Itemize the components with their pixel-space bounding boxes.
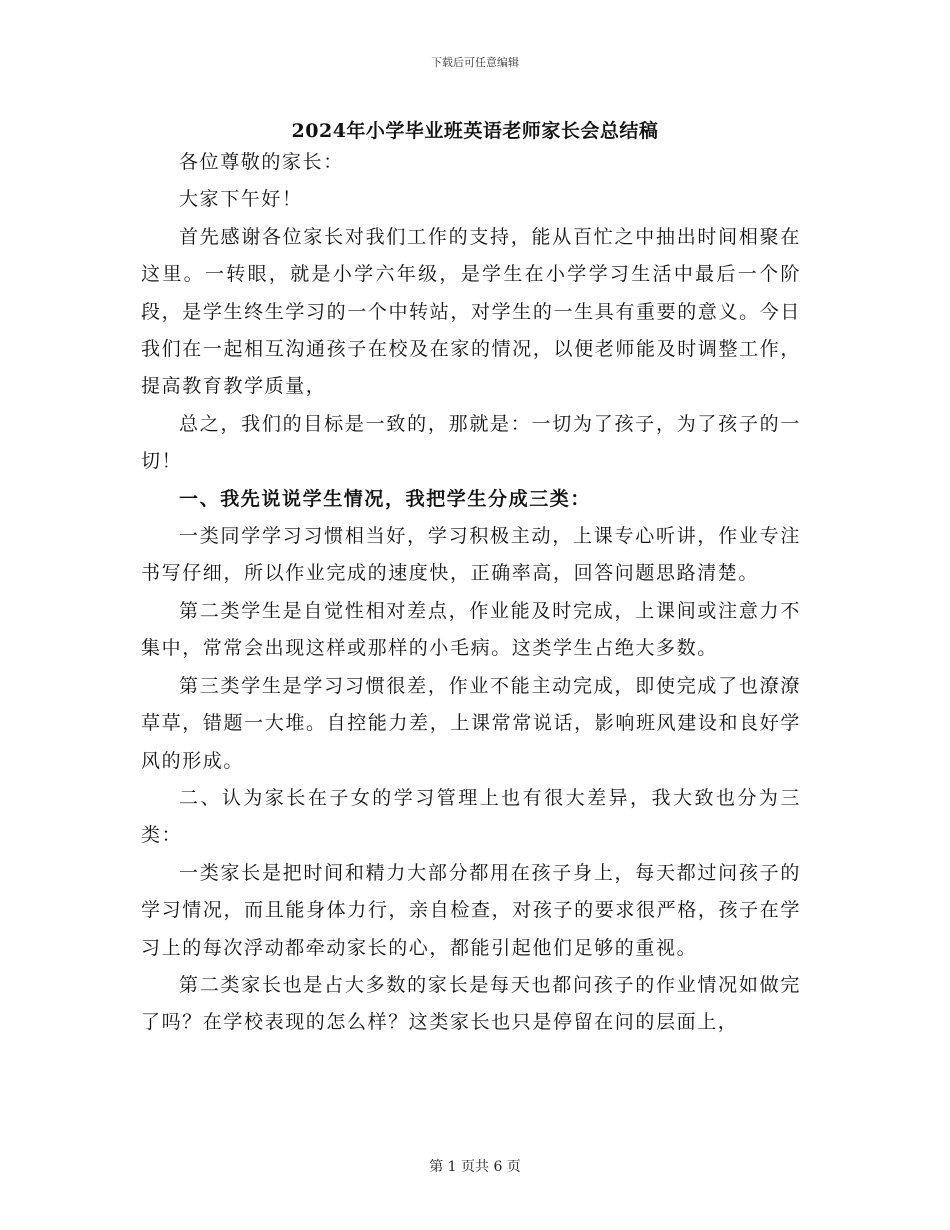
paragraph-parent-type-2: 第二类家长也是占大多数的家长是每天也都问孩子的作业情况如做完了吗？在学校表现的怎么样？这类家长也只是停留在问的层面上，: [141, 973, 801, 1034]
paragraph-student-type-3: 第三类学生是学习习惯很差，作业不能主动完成，即使完成了也潦潦草草，错题一大堆。自控能力差，上课常常说话，影响班风建设和良好学风的形成。: [141, 674, 801, 772]
paragraph-student-type-2: 第二类学生是自觉性相对差点，作业能及时完成，上课间或注意力不集中，常常会出现这样或那样的小毛病。这类学生占绝大多数。: [141, 599, 801, 660]
paragraph-student-type-1: 一类同学学习习惯相当好，学习积极主动，上课专心听讲，作业专注书写仔细，所以作业完成的速度快，正确率高，回答问题思路清楚。: [141, 525, 801, 585]
paragraph-greeting: 各位尊敬的家长：: [179, 151, 344, 173]
page-number: 第 1 页共 6 页: [429, 1159, 521, 1175]
paragraph-goal: 总之，我们的目标是一致的，那就是：一切为了孩子，为了孩子的一切！: [141, 412, 801, 473]
header-note: 下载后可任意编辑: [431, 56, 519, 69]
section-heading-students: 一、我先说说学生情况，我把学生分成三类：: [179, 487, 592, 510]
section-heading-parents: 二、认为家长在子女的学习管理上也有很大差异，我大致也分为三类：: [141, 786, 801, 847]
paragraph-parent-type-1: 一类家长是把时间和精力大部分都用在孩子身上，每天都过问孩子的学习情况，而且能身体力行，亲自检查，对孩子的要求很严格，孩子在学习上的每次浮动都牵动家长的心，都能引起他们足够的重视。: [141, 861, 801, 959]
document-body: [141, 144, 801, 1042]
paragraph-intro: 首先感谢各位家长对我们工作的支持，能从百忙之中抽出时间相聚在这里。一转眼，就是小学六年级，是学生在小学学习生活中最后一个阶段，是学生终生学习的一个中转站，对学生的一生具有重要的意义。今日我们在一起相互沟通孩子在校及在家的情况，以便老师能及时调整工作，提高教育教学质量，: [141, 225, 801, 398]
paragraph-salutation: 大家下午好！: [179, 188, 303, 211]
document-title: 2024年小学毕业班英语老师家长会总结稿: [291, 120, 659, 142]
